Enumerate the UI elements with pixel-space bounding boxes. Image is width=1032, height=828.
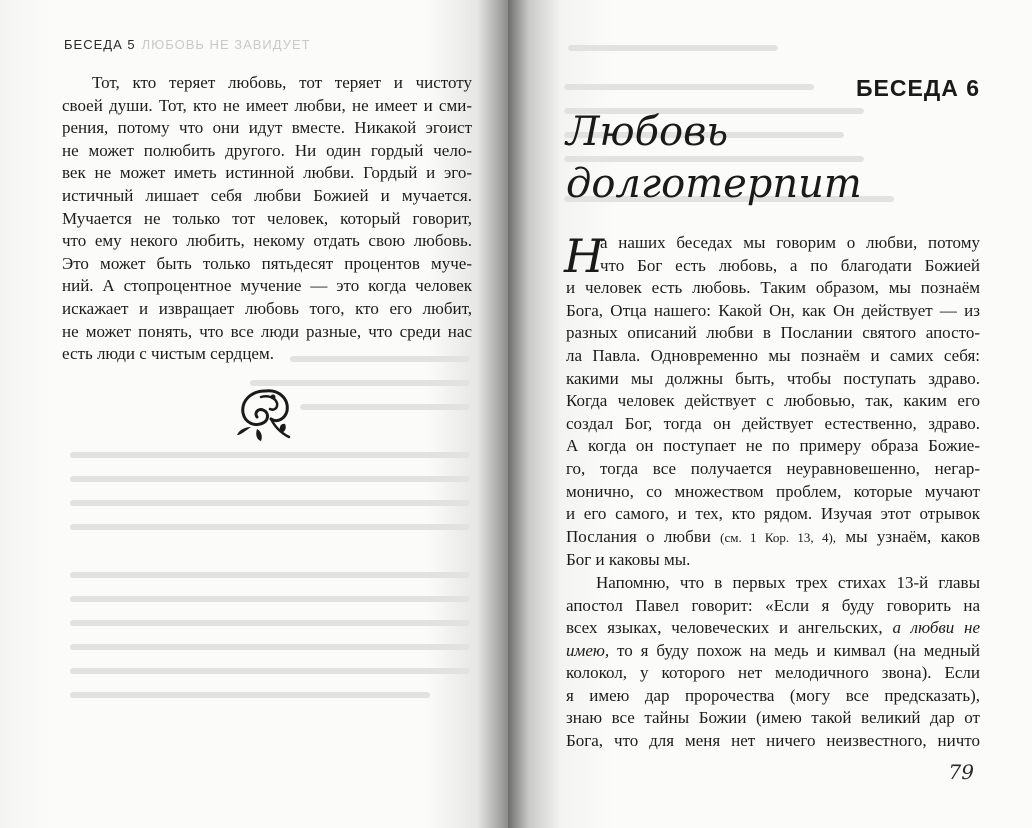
text-line: Когда человек действует с любовью, так, каким его	[566, 391, 980, 411]
ornament-icon	[231, 383, 301, 445]
text-fragment: Послания о любви	[566, 526, 711, 546]
running-head-text: БЕСЕДА 5	[64, 37, 136, 52]
right-page-text	[564, 229, 981, 753]
text-line: истичный лишает себя любви Божией и мучается.	[62, 185, 472, 205]
bleed-through	[70, 596, 470, 602]
text-line	[566, 640, 980, 663]
text-line: го, тогда все получается неуравновешенно, негар-	[566, 458, 980, 478]
text-line: что Бог есть любовь, а по благодати Божией	[600, 255, 980, 275]
text-line: знаю все тайны Божии (имею такой великий дар от	[566, 708, 980, 728]
text-line: век не может иметь истинной любви. Гордый и эго-	[62, 163, 472, 183]
text-line: искажает и извращает любовь того, кто его любит,	[62, 298, 472, 318]
text-line: я имею дар пророчества (могу все предсказать),	[566, 685, 980, 705]
bleed-through	[564, 84, 814, 90]
bleed-through	[70, 572, 470, 578]
text-line: Напомню, что в первых трех стихах 13-й главы	[596, 572, 980, 592]
chapter-title	[566, 106, 862, 210]
text-line	[566, 526, 980, 550]
text-line: разных описаний любви в Послании святого апосто-	[566, 323, 980, 343]
text-line: и его самого, и тех, кто рядом. Изучая этот отрывок	[566, 504, 980, 524]
bleed-through	[70, 668, 470, 674]
text-line: что ему некого любить, некому отдать свою любовь.	[62, 231, 472, 251]
text-fragment: всех языках, человеческих и ангельских,	[566, 618, 883, 638]
bleed-through	[70, 524, 470, 530]
left-page	[0, 0, 508, 828]
text-line: своей души. Тот, кто не имеет любви, не имеет и сми-	[62, 95, 472, 115]
chapter-title-line: долготерпит	[566, 161, 862, 207]
text-fragment: мы узнаём, каков	[845, 526, 981, 546]
text-line: создал Бог, тогда он действует естественно, здраво.	[566, 413, 980, 433]
bleed-through	[290, 356, 470, 362]
page-number: 79	[948, 760, 974, 784]
text-line: и человек есть любовь. Таким образом, мы познаём	[566, 278, 980, 298]
chapter-title-line: Любовь	[566, 109, 729, 155]
text-line: Это может быть только пятьдесят процентов муче-	[62, 253, 472, 273]
text-fragment: то я буду похож на медь и кимвал (на медный	[617, 640, 981, 660]
text-line: Бог и каковы мы.	[566, 550, 691, 570]
chapter-label: БЕСЕДА 6	[856, 75, 980, 101]
running-head-faint: ЛЮБОВЬ НЕ ЗАВИДУЕТ	[141, 37, 311, 52]
bleed-through	[70, 500, 470, 506]
text-line: не может полюбить другого. Ни один гордый чело-	[62, 140, 472, 160]
bleed-through	[70, 644, 470, 650]
text-line: Бога, Отца нашего: Какой Он, как Он действует — из	[566, 300, 980, 320]
text-line: рения, потому что они идут вместе. Никакой эгоист	[62, 118, 472, 138]
left-page-text	[62, 72, 472, 366]
text-line: ний. А стопроцентное мучение — это когда человек	[62, 276, 472, 296]
text-line	[566, 617, 980, 640]
scripture-reference: (см. 1 Кор. 13, 4),	[720, 529, 837, 545]
bleed-through	[568, 45, 778, 51]
text-line: не может понять, что все люди разные, что среди нас	[62, 321, 472, 341]
text-line: апостол Павел говорит: «Если я буду говорить на	[566, 595, 980, 615]
bleed-through	[70, 476, 470, 482]
running-head-left	[64, 37, 311, 52]
right-page	[508, 0, 1032, 828]
text-line: есть люди с чистым сердцем.	[62, 344, 274, 364]
italic-fragment: а любви не	[892, 618, 980, 638]
text-line: Мучается не только тот человек, который говорит,	[62, 208, 472, 228]
text-line: Тот, кто теряет любовь, тот теряет и чистоту	[92, 73, 472, 92]
text-line: монично, со множеством проблем, которые мучают	[566, 481, 980, 501]
bleed-through	[300, 404, 470, 410]
bleed-through	[70, 620, 470, 626]
text-line: колокол, у которого нет мелодичного звона). Если	[566, 663, 980, 683]
text-line: ла Павла. Одновременно мы познаём и самих себя:	[566, 345, 980, 365]
text-line: а наших беседах мы говорим о любви, потому	[600, 233, 980, 252]
text-line: Бога, что для меня нет ничего неизвестного, ничто	[566, 731, 980, 751]
text-line: А когда он поступает не по примеру образа Божие-	[566, 436, 980, 456]
drop-cap: Н	[564, 229, 605, 283]
italic-fragment: имею,	[566, 640, 610, 660]
bleed-through	[70, 692, 430, 698]
bleed-through	[70, 452, 470, 458]
text-line: какими мы должны быть, чтобы поступать здраво.	[566, 368, 980, 388]
